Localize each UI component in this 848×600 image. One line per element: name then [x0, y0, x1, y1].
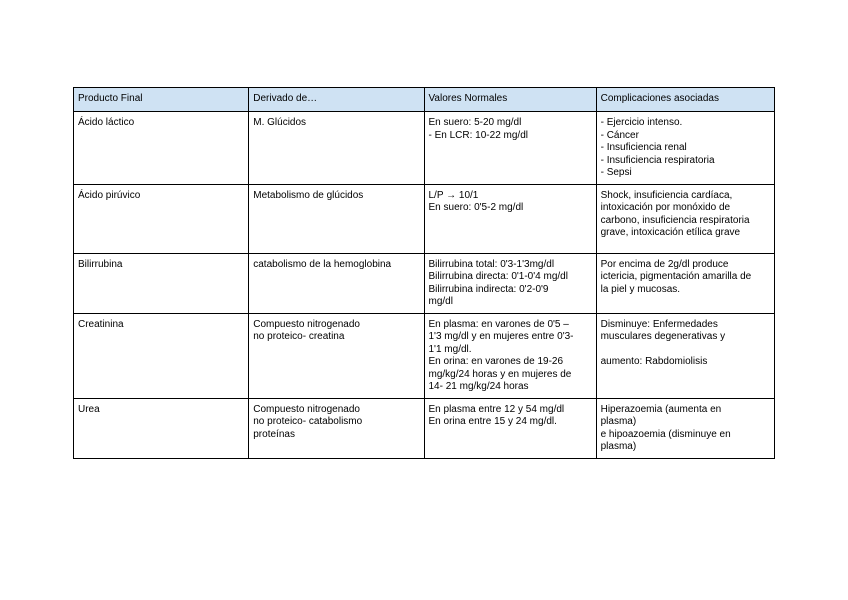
- cell-text-line: Disminuye: Enfermedades: [600, 318, 718, 330]
- cell-text-line: Bilirrubina indirecta: 0'2-0'9: [428, 283, 549, 295]
- cell-text-line: Hiperazoemia (aumenta en: [600, 403, 722, 415]
- cell-producto-final: [74, 184, 249, 253]
- cell-valores-normales: [424, 184, 596, 253]
- cell-text-line: catabolismo de la hemoglobina: [253, 258, 392, 270]
- cell-text-line: e hipoazoemia (disminuye en: [600, 428, 731, 440]
- cell-text-line: M. Glúcidos: [253, 117, 307, 128]
- cell-valores-normales: [424, 398, 596, 458]
- cell-derivado-de: [249, 253, 424, 313]
- cell-text-line: mg/dl: [428, 296, 453, 307]
- header-derivado-de: Derivado de…: [249, 88, 424, 112]
- cell-text-line: musculares degenerativas y: [600, 331, 726, 342]
- cell-text-line: intoxicación por monóxido de: [600, 202, 731, 213]
- cell-text-line: Bilirrubina total: 0'3-1'3mg/dl: [428, 258, 555, 270]
- cell-text-line: - Ejercicio intenso.: [600, 117, 683, 128]
- cell-valores-normales: [424, 313, 596, 398]
- cell-complicaciones-asociadas: [596, 398, 774, 458]
- table-header-row: [74, 88, 775, 112]
- cell-text-line: carbono, insuficiencia respiratoria: [600, 214, 750, 226]
- cell-text-line: Ácido láctico: [78, 117, 135, 128]
- cell-text-line: En suero: 0'5-2 mg/dl: [428, 202, 524, 213]
- cell-complicaciones-asociadas: [596, 184, 774, 253]
- cell-valores-normales: [424, 112, 596, 185]
- cell-text-line: grave, intoxicación etílica grave: [600, 227, 741, 238]
- cell-valores-normales: [424, 253, 596, 313]
- table-row: [74, 313, 775, 398]
- cell-derivado-de: [249, 112, 424, 185]
- cell-text-line: la piel y mucosas.: [600, 283, 681, 295]
- cell-text-line: En suero: 5-20 mg/dl: [428, 117, 522, 128]
- cell-text-line: aumento: Rabdomiolisis: [600, 356, 708, 367]
- cell-text-line: Compuesto nitrogenado: [253, 403, 360, 415]
- data-table: [73, 87, 775, 459]
- cell-producto-final: [74, 313, 249, 398]
- cell-text-line: Por encima de 2g/dl produce: [600, 258, 729, 270]
- cell-text-line: - Sepsi: [600, 167, 632, 178]
- cell-complicaciones-asociadas: [596, 253, 774, 313]
- cell-text-line: mg/kg/24 horas y en mujeres de: [428, 368, 572, 380]
- header-valores-normales: Valores Normales: [424, 88, 596, 112]
- cell-text-line: - Cáncer: [600, 129, 639, 141]
- cell-text-line: En plasma entre 12 y 54 mg/dl: [428, 403, 565, 415]
- cell-text-line: 1'3 mg/dl y en mujeres entre 0'3-: [428, 331, 574, 342]
- cell-text-line: En orina: en varones de 19-26: [428, 356, 564, 367]
- cell-text-line: Bilirrubina: [78, 258, 123, 270]
- cell-text-line: proteínas: [253, 428, 295, 440]
- cell-text-line: no proteico- creatina: [253, 331, 345, 342]
- cell-text-line: En plasma: en varones de 0'5 –: [428, 318, 569, 330]
- cell-complicaciones-asociadas: [596, 313, 774, 398]
- cell-text-line: Bilirrubina directa: 0'1-0'4 mg/dl: [428, 271, 568, 282]
- cell-text-line: 1'1 mg/dl.: [428, 343, 472, 355]
- table-row: [74, 398, 775, 458]
- cell-text-line: no proteico- catabolismo: [253, 416, 363, 427]
- cell-text-line: En orina entre 15 y 24 mg/dl.: [428, 416, 557, 427]
- table-row: [74, 253, 775, 313]
- cell-derivado-de: [249, 313, 424, 398]
- cell-complicaciones-asociadas: [596, 112, 774, 185]
- cell-text-line: plasma): [600, 441, 637, 452]
- cell-producto-final: [74, 398, 249, 458]
- table-body: [74, 112, 775, 459]
- cell-text-line: L/P → 10/1: [428, 189, 479, 201]
- cell-text-line: ictericia, pigmentación amarilla de: [600, 271, 752, 282]
- cell-derivado-de: [249, 184, 424, 253]
- cell-text-line: Urea: [78, 403, 100, 415]
- cell-producto-final: [74, 112, 249, 185]
- cell-text-line: - Insuficiencia renal: [600, 142, 687, 153]
- cell-derivado-de: [249, 398, 424, 458]
- cell-text-line: Metabolismo de glúcidos: [253, 189, 364, 201]
- cell-text-line: Shock, insuficiencia cardíaca,: [600, 189, 733, 201]
- cell-text-line: - Insuficiencia respiratoria: [600, 154, 715, 166]
- table-row: [74, 112, 775, 185]
- cell-text-line: Ácido pirúvico: [78, 189, 141, 201]
- cell-text-line: Compuesto nitrogenado: [253, 318, 360, 330]
- cell-text-line: 14- 21 mg/kg/24 horas: [428, 381, 529, 392]
- cell-text-line: - En LCR: 10-22 mg/dl: [428, 129, 528, 141]
- table-row: [74, 184, 775, 253]
- header-producto-final: Producto Final: [74, 88, 249, 112]
- cell-text-line: Creatinina: [78, 318, 124, 330]
- cell-producto-final: [74, 253, 249, 313]
- header-complicaciones-asociadas: Complicaciones asociadas: [596, 88, 774, 112]
- cell-text-line: plasma): [600, 416, 637, 427]
- cell-text-line: [601, 344, 770, 357]
